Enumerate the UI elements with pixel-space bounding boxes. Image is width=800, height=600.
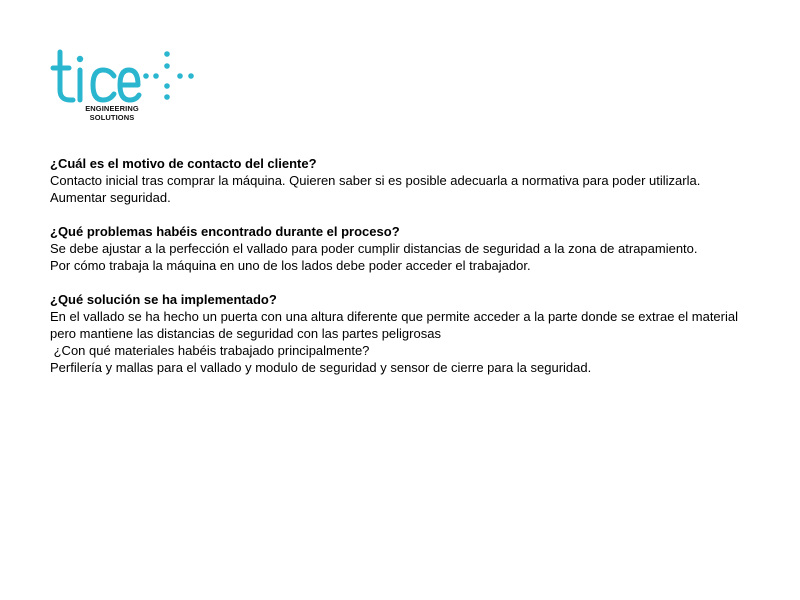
answer-line: Contacto inicial tras comprar la máquina. Quieren saber si es posible adecuarla a normativa para poder utilizarla. bbox=[50, 173, 701, 188]
answer-line: Se debe ajustar a la perfección el vallado para poder cumplir distancias de seguridad a la zona de atrapamiento. bbox=[50, 241, 698, 256]
answer-line: En el vallado se ha hecho un puerta con una altura diferente que permite acceder a la parte donde se extrae el material bbox=[50, 309, 738, 324]
answer-line: Aumentar seguridad. bbox=[50, 190, 171, 205]
logo-tagline bbox=[80, 104, 144, 122]
question-heading: ¿Qué problemas habéis encontrado durante el proceso? bbox=[50, 224, 400, 239]
materials-answer: Perfilería y mallas para el vallado y modulo de seguridad y sensor de cierre para la seguridad. bbox=[50, 360, 592, 375]
answer-line: Por cómo trabaja la máquina en uno de los lados debe poder acceder el trabajador. bbox=[50, 258, 531, 273]
question-heading: ¿Qué solución se ha implementado? bbox=[50, 292, 277, 307]
qa-section-contact-reason bbox=[50, 155, 770, 206]
qa-section-problems bbox=[50, 223, 770, 274]
question-heading: ¿Cuál es el motivo de contacto del cliente? bbox=[50, 156, 317, 171]
answer-line: pero mantiene las distancias de seguridad con las partes peligrosas bbox=[50, 326, 441, 341]
logo-tagline-line2: SOLUTIONS bbox=[89, 113, 135, 122]
materials-question: ¿Con qué materiales habéis trabajado principalmente? bbox=[50, 343, 370, 358]
document-body bbox=[50, 155, 770, 393]
logo-tagline-line1: ENGINEERING bbox=[85, 104, 139, 113]
qa-section-solution bbox=[50, 291, 770, 376]
company-logo bbox=[50, 46, 200, 126]
tice-logo-icon bbox=[50, 46, 200, 104]
